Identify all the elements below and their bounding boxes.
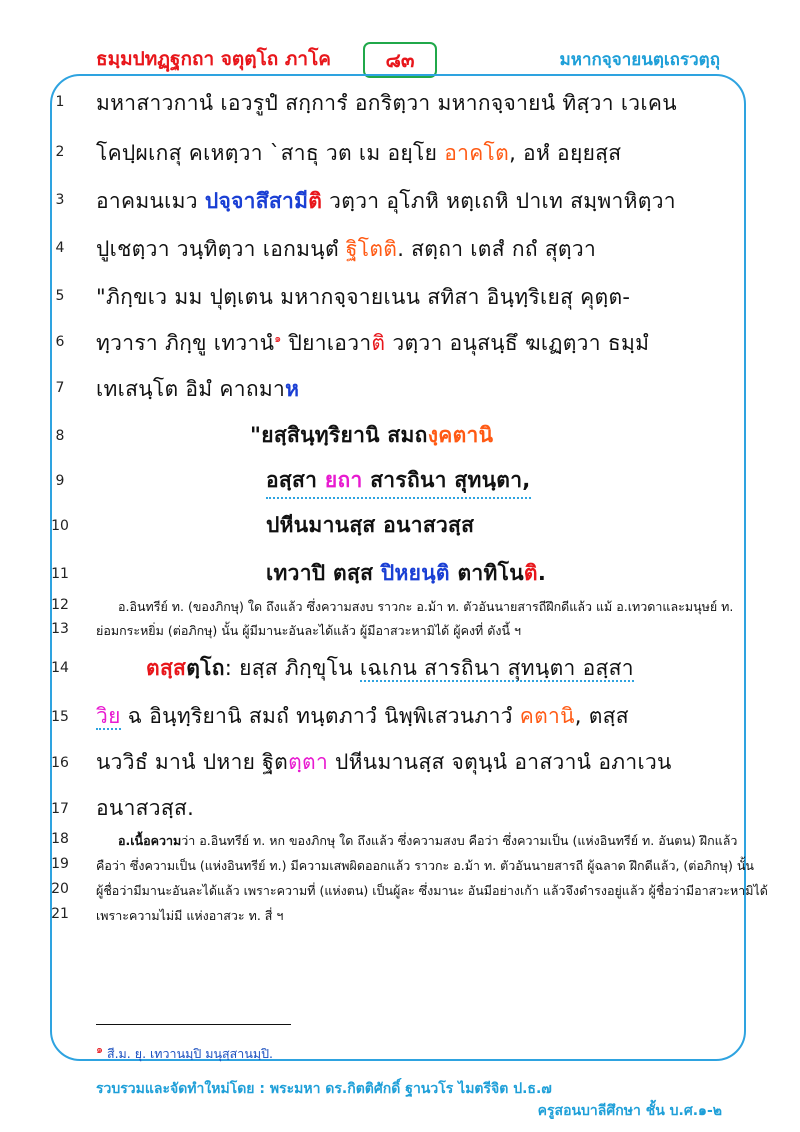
bold-label: อ.เนื้อความ [118, 833, 182, 848]
line-number: 18 [51, 831, 69, 847]
commentary-line-14 [146, 652, 722, 685]
verse-line-2 [266, 464, 531, 499]
text-run: นววิธํ มานํ ปหาย ฐิต [96, 750, 289, 774]
highlight-word: ตสฺส [146, 656, 187, 680]
commentary-line-16 [96, 746, 722, 779]
highlight-word: ยถา [324, 468, 363, 492]
highlight-word: อาคโต [444, 141, 510, 165]
text-run: เทเสนฺโต อิมํ คาถมา [96, 377, 286, 401]
line-number: 15 [51, 709, 69, 725]
commentary-line-17: อนาสวสฺส. [96, 796, 195, 820]
verse-line-4 [266, 557, 546, 590]
commentary-line-15 [96, 700, 722, 733]
text-run: ตาทิโน [449, 561, 524, 585]
pali-line-5: "ภิกฺขเว มม ปุตฺเตน มหากจฺจายเนน สทิสา อินฺทฺริเยสุ คุตฺต- [96, 285, 631, 309]
text-run: ว่า อ.อินทรีย์ ท. หก ของภิกษุ ใด ถึงแล้ว ซึ่งความสงบ คือว่า ซึ่งความเป็น (แห่งอินทรีย์ ท. อันตน) ฝึกแล้ว [181, 833, 738, 848]
translation-line-12: อ.อินทรีย์ ท. (ของภิกษุ) ใด ถึงแล้ว ซึ่งความสงบ ราวกะ อ.ม้า ท. ตัวอันนายสารถีฝึกดีแล้ว แม้ อ.เทวดาและมนุษย์ ท. [118, 599, 734, 614]
pali-line-4 [96, 233, 722, 266]
text-run: "ยสฺสินฺทฺริยานิ สมถ [250, 423, 428, 447]
underlined-phrase: เฉเกน สารถินา สุทนฺตา อสฺสา [359, 656, 634, 680]
line-number: 14 [51, 660, 69, 676]
line-number: 3 [55, 192, 65, 208]
footnote [96, 1040, 273, 1064]
text-run: เทวาปิ ตสฺส [266, 561, 381, 585]
line-number: 16 [51, 755, 69, 771]
footnote-marker: ๑ [274, 332, 282, 345]
highlight-word: ตฺตา [288, 750, 329, 774]
footnote-text: สี.ม. ยุ. เทวานมฺปิ มนุสฺสานมฺปิ. [102, 1046, 274, 1062]
pali-line-2 [96, 137, 722, 170]
line-number: 6 [55, 334, 65, 350]
highlight-word: งฺคตานิ [427, 423, 494, 447]
translation-line-18 [118, 831, 744, 851]
footer [96, 1078, 722, 1122]
text-run: ตฺโถ [186, 656, 225, 680]
highlight-word: ปิหยนฺติ [380, 561, 450, 585]
text-run: อาคมนเมว [96, 189, 205, 213]
line-number: 21 [51, 906, 69, 922]
line-number: 1 [55, 94, 65, 110]
pali-line-6 [96, 327, 722, 360]
text-run: . สตฺถา เตสํ กถํ สุตฺวา [397, 237, 597, 261]
line-number: 17 [51, 801, 69, 817]
text-run: , ตสฺส [574, 704, 629, 728]
text-run: วตฺวา อุโภหิ หตฺเถหิ ปาเท สมฺพาหิตฺวา [322, 189, 676, 213]
highlight-word: ปจฺจาสึสามี [204, 189, 309, 213]
line-number: 9 [55, 473, 65, 489]
text-run: ปิยาเอวา [281, 331, 372, 355]
footnote-divider [96, 1024, 291, 1025]
line-number: 10 [51, 518, 69, 534]
highlight-iti: ติ [308, 189, 323, 213]
text-run: โคปฺผเกสุ คเหตฺวา `สาธุ วต เม อยฺโย [96, 141, 445, 165]
highlight-iti: ติ [523, 561, 538, 585]
highlight-word: คตานิ [519, 704, 575, 728]
line-number: 12 [51, 597, 69, 613]
text-run: ฉ อินฺทฺริยานิ สมถํ ทนฺตภาวํ นิพฺพิเสวนภาวํ [120, 704, 520, 728]
header-book-title: ธมฺมปทฏฺฐกถา จตุตฺโถ ภาโค [96, 48, 332, 70]
highlight-word: ห [285, 377, 300, 401]
pali-line-7 [96, 373, 722, 406]
line-number: 20 [51, 881, 69, 897]
text-run: ปูเชตฺวา วนฺทิตฺวา เอกมนฺตํ [96, 237, 346, 261]
page-number-badge: ๘๓ [363, 42, 437, 78]
footnote-marker: ๑ [96, 1043, 103, 1056]
line-number: 8 [55, 428, 65, 444]
text-run: : ยสฺส ภิกฺขุโน [224, 656, 360, 680]
pali-line-3 [96, 185, 722, 218]
highlight-iti: ติ [371, 331, 386, 355]
text-run: . [537, 561, 547, 585]
highlight-word: วิย [96, 704, 121, 728]
line-number: 11 [51, 566, 69, 582]
translation-line-21: เพราะความไม่มี แห่งอาสวะ ท. สี่ ฯ [96, 908, 284, 923]
translation-line-13: ย่อมกระหยิ่ม (ต่อภิกษุ) นั้น ผู้มีมานะอันละได้แล้ว ผู้มีอาสวะหามิได้ ผู้คงที่ ดังนี้ ฯ [96, 623, 522, 638]
text-run: ปหีนมานสฺส จตุนฺนํ อาสวานํ อภาเวน [328, 750, 672, 774]
text-run: สารถินา สุทนฺตา, [362, 468, 531, 492]
line-number: 19 [51, 856, 69, 872]
pali-line-1: มหาสาวกานํ เอวรูปํ สกฺการํ อกริตฺวา มหากจฺจายนํ ทิสฺวา เวเคน [96, 91, 677, 115]
translation-line-19: คือว่า ซึ่งความเป็น (แห่งอินทรีย์ ท.) มีความเสพผิดออกแล้ว ราวกะ อ.ม้า ท. ตัวอันนายสารถี ผู้ฉลาด ฝึกดีแล้ว, (ต่อภิกษุ) นั้น [96, 858, 754, 873]
line-number: 2 [55, 144, 65, 160]
verse-line-1 [250, 419, 493, 452]
line-number: 4 [55, 240, 65, 256]
line-number: 5 [55, 288, 65, 304]
translation-line-20: ผู้ชื่อว่ามีมานะอันละได้แล้ว เพราะความที่ (แห่งตน) เป็นผู้ละ ซึ่งมานะ อันมีอย่างเก้า แล้วจึงดำรงอยู่แล้ว ผู้ชื่อว่ามีอาสวะหามิได้ [96, 883, 768, 898]
highlight-word: ฐิโตติ [345, 237, 398, 261]
line-number: 7 [55, 380, 65, 396]
footer-course: ครูสอนบาลีศึกษา ชั้น บ.ศ.๑-๒ [537, 1103, 722, 1119]
verse-line-3: ปหีนมานสฺส อนาสวสฺส [266, 513, 475, 537]
text-run: วตฺวา อนุสนฺธึ ฆเฏตฺวา ธมฺมํ [385, 331, 650, 355]
text-run: ทฺวารา ภิกฺขู เทวานํ [96, 331, 275, 355]
line-number: 13 [51, 621, 69, 637]
text-run: , อหํ อยฺยสฺส [509, 141, 622, 165]
footer-compiler: รวบรวมและจัดทำใหม่โดย : พระมหา ดร.กิตติศักดิ์ ฐานวโร ไมตรีจิต ป.ธ.๗ [96, 1081, 552, 1097]
header-story-title: มหากจฺจายนตฺเถรวตฺถุ [559, 50, 720, 70]
text-run: อสฺสา [266, 468, 325, 492]
